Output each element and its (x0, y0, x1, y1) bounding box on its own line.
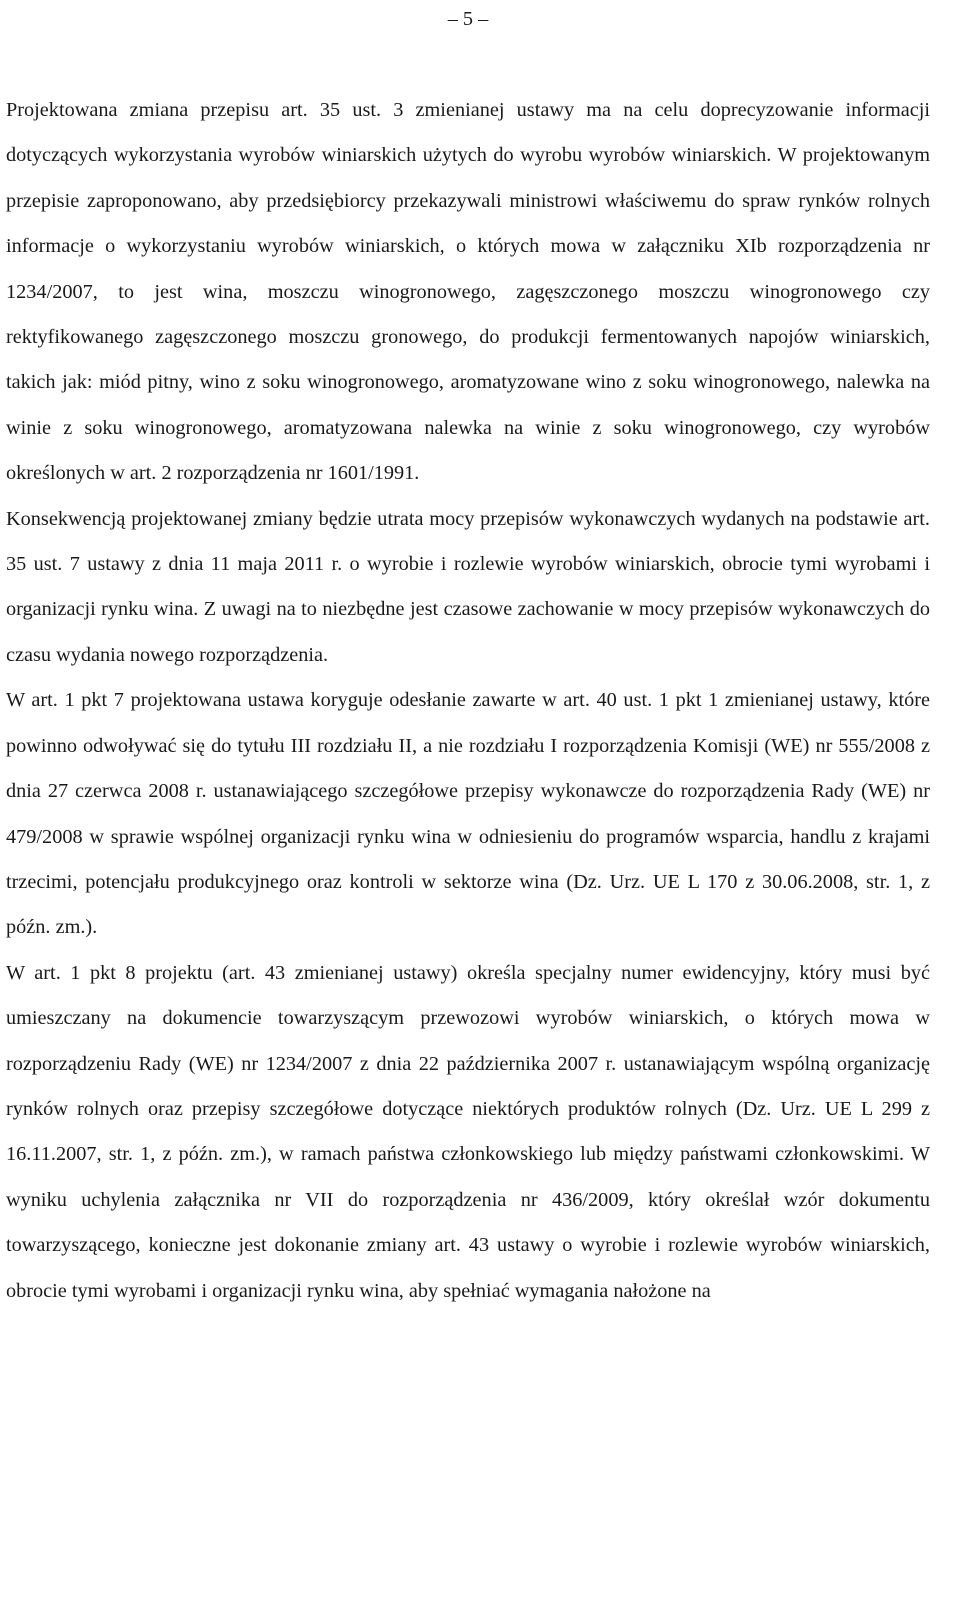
paragraph-art-1-pkt-8: W art. 1 pkt 8 projektu (art. 43 zmienianej ustawy) określa specjalny numer ewidencyjny, który musi być umieszczany na dokumencie towarzyszącym przewozowi wyrobów winiarskich, o których mowa w rozporządzeniu Rady (WE) nr 1234/2007 z dnia 22 października 2007 r. ustanawiającym wspólną organizację rynków rolnych oraz przepisy szczegółowe dotyczące niektórych produktów rolnych (Dz. Urz. UE L 299 z 16.11.2007, str. 1, z późn. zm.), w ramach państwa członkowskiego lub między państwami członkowskimi. W wyniku uchylenia załącznika nr VII do rozporządzenia nr 436/2009, który określał wzór dokumentu towarzyszącego, konieczne jest dokonanie zmiany art. 43 ustawy o wyrobie i rozlewie wyrobów winiarskich, obrocie tymi wyrobami i organizacji rynku wina, aby spełniać wymagania nałożone na (6, 961, 930, 1302)
paragraph-consequence: Konsekwencją projektowanej zmiany będzie utrata mocy przepisów wykonawczych wydanych na podstawie art. 35 ust. 7 ustawy z dnia 11 maja 2011 r. o wyrobie i rozlewie wyrobów winiarskich, obrocie tymi wyrobami i organizacji rynku wina. Z uwagi na to niezbędne jest czasowe zachowanie w mocy przepisów wykonawczych do czasu wydania nowego rozporządzenia. (6, 507, 930, 666)
paragraph-art-1-pkt-7: W art. 1 pkt 7 projektowana ustawa koryguje odesłanie zawarte w art. 40 ust. 1 pkt 1 zmienianej ustawy, które powinno odwoływać się do tytułu III rozdziału II, a nie rozdziału I rozporządzenia Komisji (WE) nr 555/2008 z dnia 27 czerwca 2008 r. ustanawiającego szczegółowe przepisy wykonawcze do rozporządzenia Rady (WE) nr 479/2008 w sprawie wspólnej organizacji rynku wina w odniesieniu do programów wsparcia, handlu z krajami trzecimi, potencjału produkcyjnego oraz kontroli w sektorze wina (Dz. Urz. UE L 170 z 30.06.2008, str. 1, z późn. zm.). (6, 689, 930, 939)
paragraph-wine-products-info: Projektowana zmiana przepisu art. 35 ust. 3 zmienianej ustawy ma na celu doprecyzowanie informacji dotyczących wykorzystania wyrobów winiarskich użytych do wyrobu wyrobów winiarskich. W projektowanym przepisie zaproponowano, aby przedsiębiorcy przekazywali ministrowi właściwemu do spraw rynków rolnych informacje o wykorzystaniu wyrobów winiarskich, o których mowa w załączniku XIb rozporządzenia nr 1234/2007, to jest wina, moszczu winogronowego, zagęszczonego moszczu winogronowego czy rektyfikowanego zagęszczonego moszczu gronowego, do produkcji fermentowanych napojów winiarskich, takich jak: miód pitny, wino z soku winogronowego, aromatyzowane wino z soku winogronowego, nalewka na winie z soku winogronowego, aromatyzowana nalewka na winie z soku winogronowego, czy wyrobów określonych w art. 2 rozporządzenia nr 1601/1991. (6, 99, 930, 485)
page-number: – 5 – (447, 8, 489, 30)
